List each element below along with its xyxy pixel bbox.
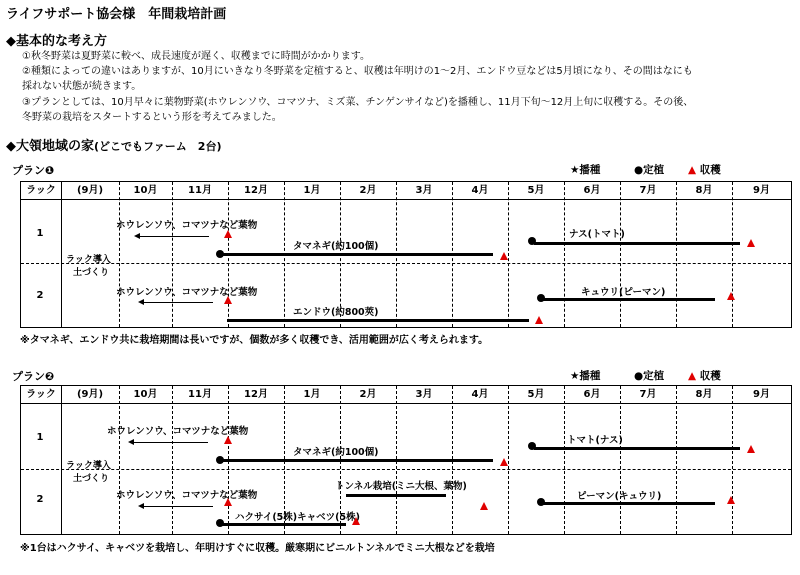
piman-bar: [543, 502, 715, 505]
harvest-triangle-icon: [500, 252, 508, 260]
legend-harvest-text: 収穫: [699, 370, 721, 382]
legend-sow-2: ★播種: [570, 370, 601, 382]
col-jan: 1月: [303, 389, 321, 400]
divider: [172, 386, 173, 534]
col-oct: 10月: [133, 389, 158, 400]
divider: [172, 182, 173, 327]
divider: [620, 386, 621, 534]
harvest-triangle-icon: [352, 517, 360, 525]
col-aug: 8月: [695, 185, 713, 196]
crop-onion: タマネギ(約100個): [293, 447, 379, 458]
hakusai-bar: [221, 523, 346, 526]
col-sep: 9月: [753, 185, 770, 196]
divider: [564, 182, 565, 327]
plan1-note: ※タマネギ、エンドウ共に栽培期間は長いですが、個数が多く収穫でき、活用範囲が広く考えられます。: [20, 335, 489, 346]
col-jul: 7月: [639, 389, 657, 400]
crop-piman: ピーマン(キュウリ): [577, 491, 662, 502]
arrow-left-icon: [128, 439, 134, 445]
tunnel-bar: [346, 494, 446, 497]
crop-endou: エンドウ(約800莢): [293, 307, 379, 318]
col-dec: 12月: [244, 389, 268, 400]
col-sep: 9月: [753, 389, 770, 400]
plan1-table: [20, 181, 792, 328]
basic-line-2: ②種類によっての違いはありますが、10月にいきなり冬野菜を定植すると、収穫は年明けの1～2月、エンドウ豆などは5月頃になり、その間はなにも: [22, 66, 693, 77]
legend-harvest-text: 収穫: [699, 164, 721, 176]
harvest-triangle-icon: [727, 496, 735, 504]
crop-leafy-row1: ホウレンソウ、コマツナなど葉物: [107, 426, 249, 437]
crop-nasu: ナス(トマト): [569, 229, 625, 240]
col-aug: 8月: [695, 389, 713, 400]
plan1-label: プラン❶: [12, 164, 55, 177]
harvest-triangle-icon: [224, 436, 232, 444]
col-sep-prev: (9月): [76, 185, 104, 196]
col-feb: 2月: [359, 185, 377, 196]
crop-kyuuri: キュウリ(ピーマン): [581, 287, 666, 298]
harvest-triangle-icon: [727, 292, 735, 300]
house-heading-main: ◆大領地域の家: [6, 139, 94, 154]
divider: [508, 386, 509, 534]
rack-intro-1: ラック導入: [66, 461, 111, 471]
divider: [119, 182, 120, 327]
row-divider: [21, 469, 791, 470]
divider: [732, 386, 733, 534]
section-heading-basic: ◆基本的な考え方: [6, 34, 107, 49]
divider: [732, 182, 733, 327]
harvest-triangle-icon: [224, 230, 232, 238]
col-rack: ラック: [26, 185, 56, 196]
house-heading-sub: (どこでもファーム 2台): [94, 140, 222, 153]
rack-row-1: 1: [36, 228, 44, 239]
col-jan: 1月: [303, 185, 321, 196]
onion-bar: [221, 253, 493, 256]
col-jul: 7月: [639, 185, 657, 196]
col-jun: 6月: [583, 389, 601, 400]
plan2-note: ※1台はハクサイ、キャベツを栽培し、年明けすぐに収穫。厳寒期にビニルトンネルでミニ大根などを栽培: [20, 543, 495, 554]
plan2-table: [20, 385, 792, 535]
harvest-triangle-icon: [747, 239, 755, 247]
col-may: 5月: [527, 185, 545, 196]
basic-line-4: ③プランとしては、10月早々に葉物野菜(ホウレンソウ、コマツナ、ミズ菜、チンゲンサイなど)を播種し、11月下旬～12月上旬に収穫する。その後、: [22, 97, 694, 108]
crop-hakusai: ハクサイ(5株)キャベツ(5株): [235, 512, 360, 523]
col-jun: 6月: [583, 185, 601, 196]
harvest-triangle-icon: [535, 316, 543, 324]
arrow-left-icon: [138, 299, 144, 305]
legend-plant-1: ●定植: [634, 164, 665, 176]
onion-bar: [221, 459, 493, 462]
endou-bar: [227, 319, 529, 322]
row-divider: [21, 263, 791, 264]
harvest-triangle-icon: [224, 296, 232, 304]
leafy-line-row1: [133, 442, 208, 443]
col-mar: 3月: [415, 389, 433, 400]
basic-line-1: ①秋冬野菜は夏野菜に較べ、成長速度が遅く、収穫までに時間がかかります。: [22, 51, 370, 62]
col-apr: 4月: [471, 185, 489, 196]
divider: [61, 182, 62, 327]
harvest-triangle-icon: [500, 458, 508, 466]
rack-row-1: 1: [36, 432, 44, 443]
section-heading-house: [6, 135, 222, 154]
nasu-bar: [534, 242, 740, 245]
divider: [61, 386, 62, 534]
harvest-mark-icon: ▲: [688, 164, 697, 176]
col-mar: 3月: [415, 185, 433, 196]
rack-intro-2: 土づくり: [73, 474, 110, 484]
crop-onion: タマネギ(約100個): [293, 241, 379, 252]
crop-leafy-row1: ホウレンソウ、コマツナなど葉物: [116, 220, 258, 231]
crop-tomato: トマト(ナス): [567, 435, 623, 446]
divider: [620, 182, 621, 327]
leafy-line-row2: [143, 506, 213, 507]
col-nov: 11月: [188, 185, 212, 196]
divider: [119, 386, 120, 534]
plan2-label: プラン❷: [12, 370, 55, 383]
rack-row-2: 2: [36, 494, 44, 505]
crop-leafy-row2: ホウレンソウ、コマツナなど葉物: [116, 287, 258, 298]
crop-tunnel: トンネル栽培(ミニ大根、葉物): [335, 481, 467, 492]
harvest-triangle-icon: [224, 498, 232, 506]
rack-intro-1: ラック導入: [66, 255, 111, 265]
col-may: 5月: [527, 389, 545, 400]
leafy-line-row1: [139, 236, 209, 237]
col-sep-prev: (9月): [76, 389, 104, 400]
arrow-left-icon: [134, 233, 140, 239]
divider: [676, 386, 677, 534]
legend-harvest-1: [688, 162, 721, 177]
col-feb: 2月: [359, 389, 377, 400]
basic-line-5: 冬野菜の栽培をスタートするという形を考えてみました。: [22, 112, 282, 123]
harvest-triangle-icon: [480, 502, 488, 510]
basic-line-3: 採れない状態が続きます。: [22, 81, 142, 92]
legend-sow-1: ★播種: [570, 164, 601, 176]
col-oct: 10月: [133, 185, 158, 196]
harvest-triangle-icon: [747, 445, 755, 453]
divider: [676, 182, 677, 327]
tomato-bar: [534, 447, 740, 450]
page-title: ライフサポート協会様 年間栽培計画: [6, 7, 227, 22]
col-nov: 11月: [188, 389, 212, 400]
col-dec: 12月: [244, 185, 268, 196]
rack-intro-2: 土づくり: [73, 268, 110, 278]
arrow-left-icon: [138, 503, 144, 509]
col-apr: 4月: [471, 389, 489, 400]
crop-leafy-row2: ホウレンソウ、コマツナなど葉物: [116, 490, 258, 501]
rack-row-2: 2: [36, 290, 44, 301]
legend-harvest-2: [688, 368, 721, 383]
divider: [564, 386, 565, 534]
legend-plant-2: ●定植: [634, 370, 665, 382]
leafy-line-row2: [143, 302, 213, 303]
harvest-mark-icon: ▲: [688, 370, 697, 382]
kyuuri-bar: [543, 298, 715, 301]
divider: [508, 182, 509, 327]
col-rack: ラック: [26, 389, 56, 400]
